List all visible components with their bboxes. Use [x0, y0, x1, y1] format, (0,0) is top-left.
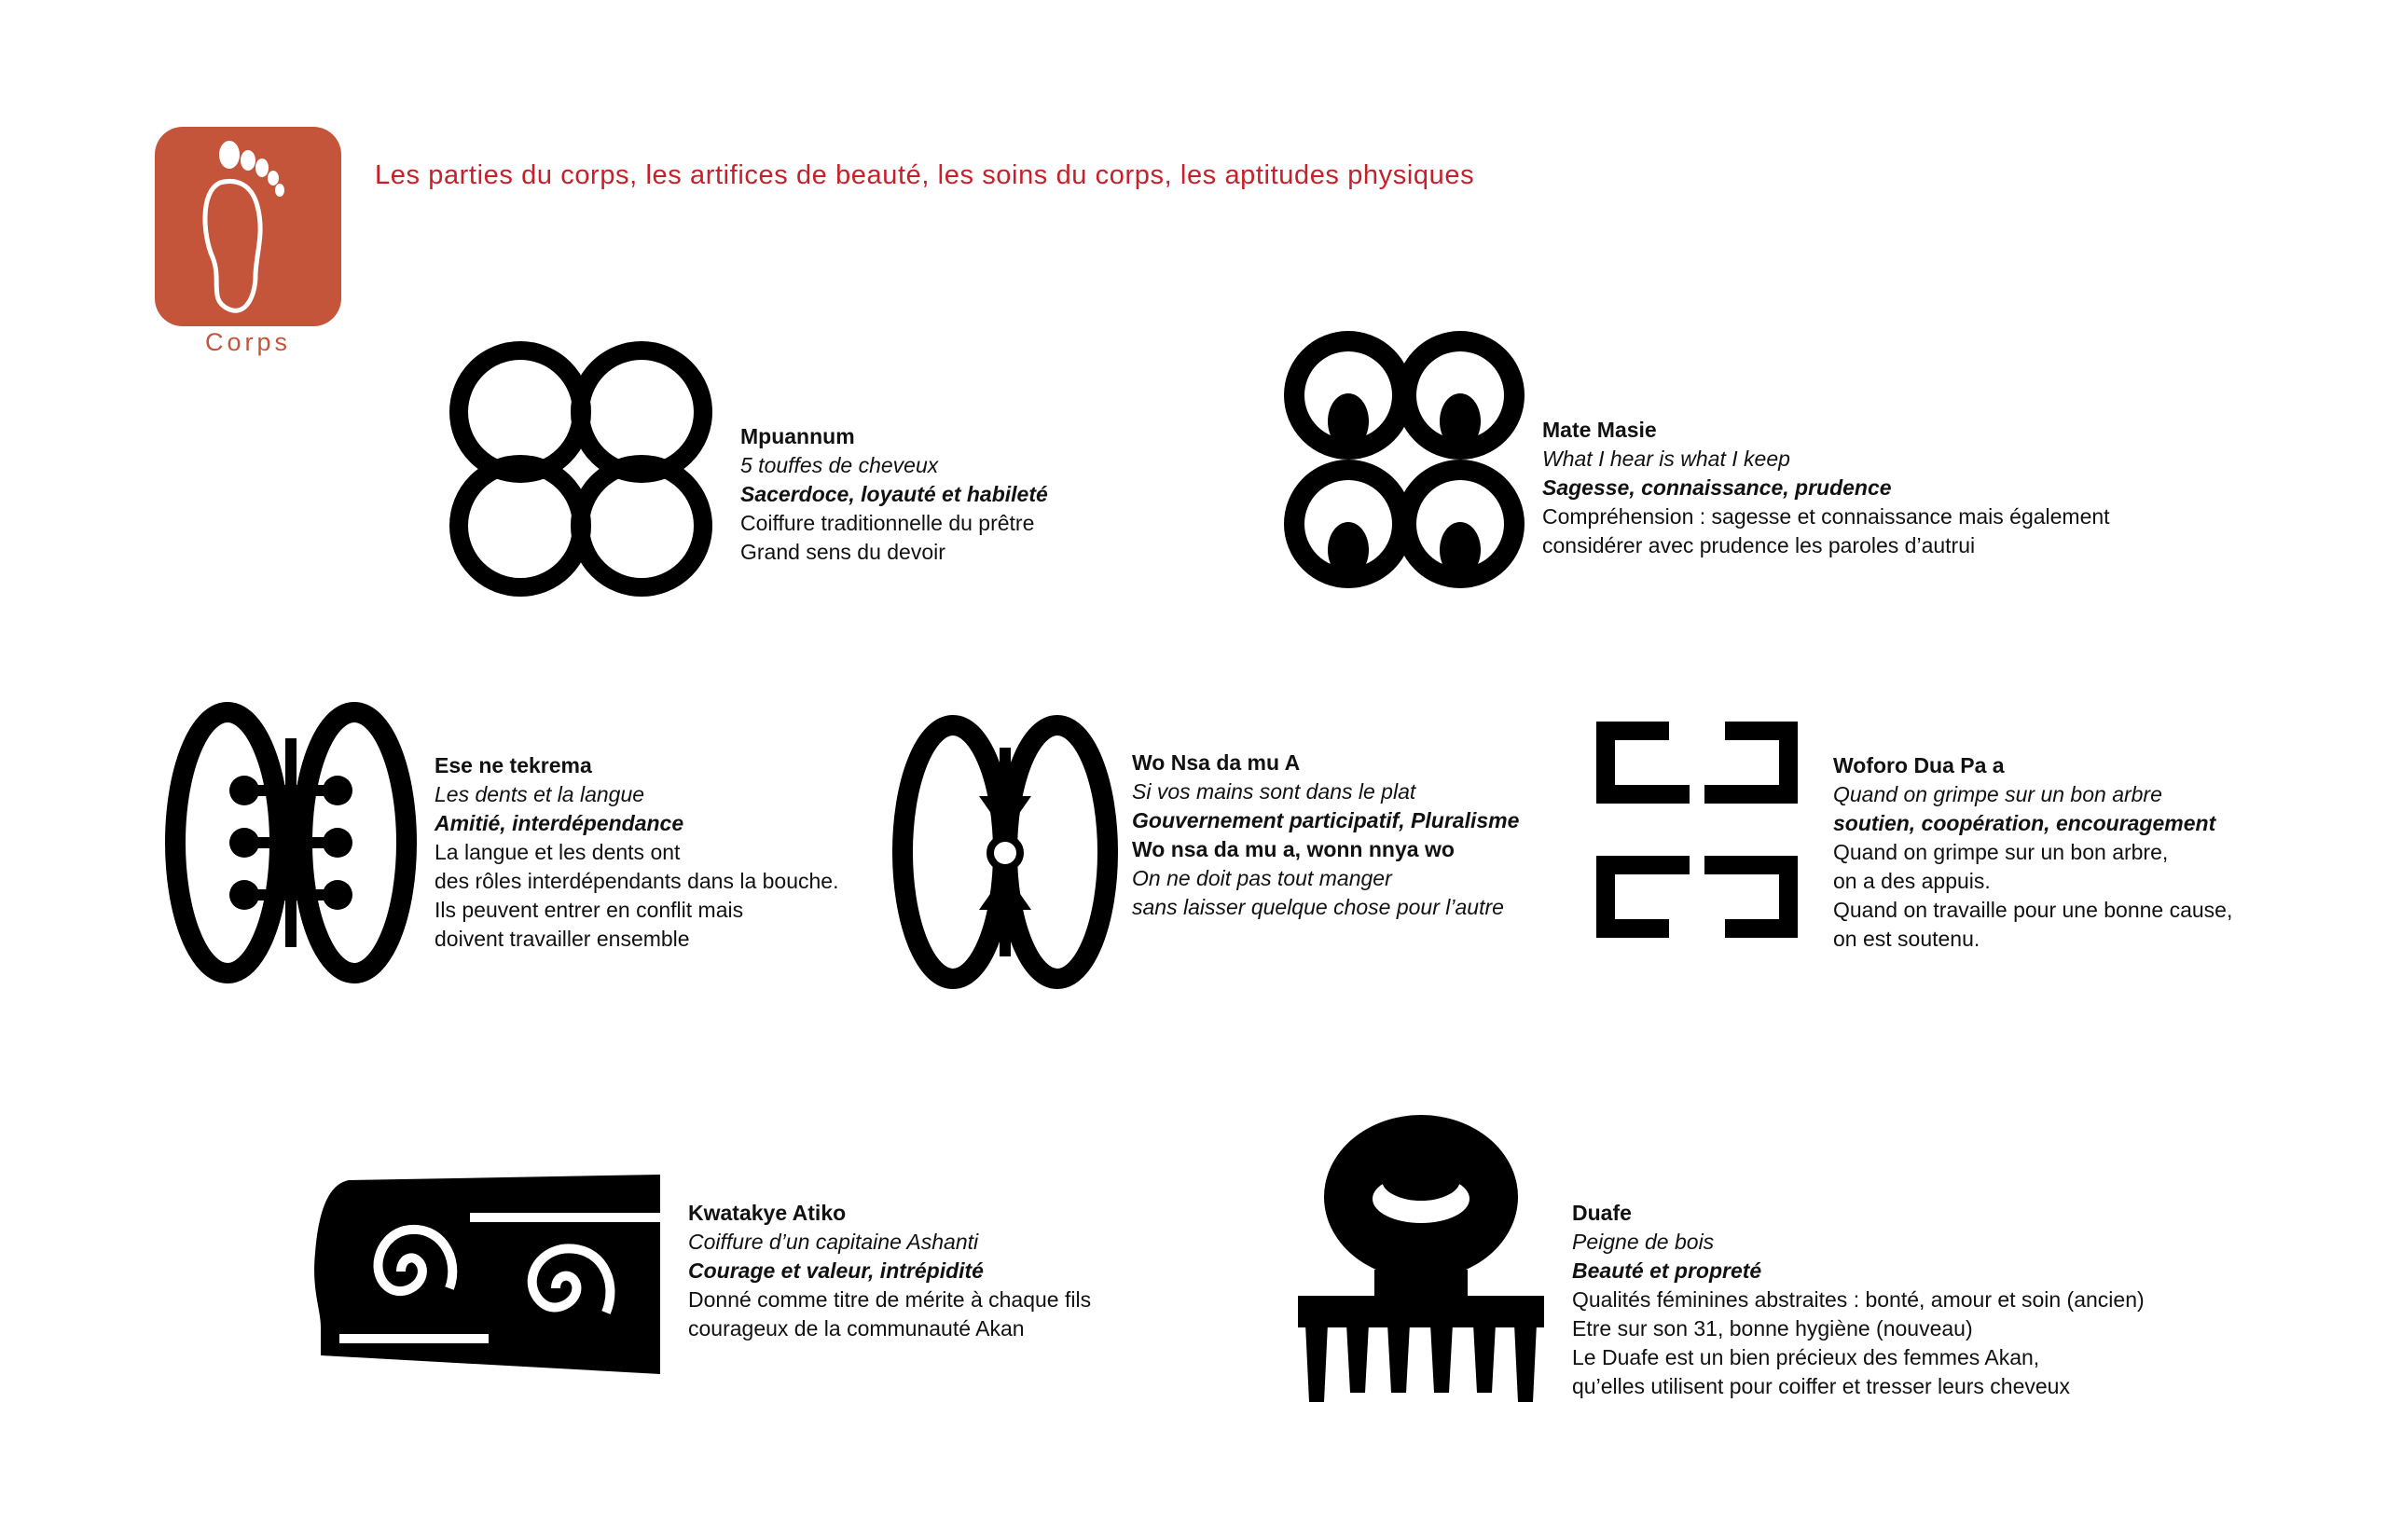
- symbol-name: Kwatakye Atiko: [688, 1201, 847, 1225]
- symbol-translation: 5 touffes de cheveux: [740, 453, 939, 477]
- symbol-name: Duafe: [1572, 1201, 1632, 1225]
- symbol-name: Woforo Dua Pa a: [1833, 753, 2005, 777]
- symbol-info-kwatakye-atiko: [688, 1199, 1091, 1343]
- symbol-name: Wo Nsa da mu A: [1132, 750, 1301, 775]
- symbol-description: Quand on grimpe sur un bon arbre,: [1833, 840, 2169, 864]
- symbol-info-mpuannum: [740, 422, 1048, 567]
- symbol-description: Qualités féminines abstraites : bonté, amour et soin (ancien): [1572, 1287, 2145, 1312]
- symbol-proverb: Wo nsa da mu a, wonn nnya wo: [1132, 837, 1455, 861]
- symbol-description: on est soutenu.: [1833, 927, 1980, 951]
- wo-nsa-da-mu-a-symbol-icon: [890, 712, 1121, 992]
- symbol-translation: What I hear is what I keep: [1542, 447, 1790, 471]
- symbol-description: doivent travailler ensemble: [435, 927, 690, 951]
- symbol-description: courageux de la communauté Akan: [688, 1316, 1025, 1341]
- symbol-description: Quand on travaille pour une bonne cause,: [1833, 898, 2233, 922]
- symbol-description: Donné comme titre de mérite à chaque fils: [688, 1287, 1092, 1312]
- symbol-info-ese-ne-tekrema: [435, 751, 838, 954]
- symbol-meaning: Gouvernement participatif, Pluralisme: [1132, 808, 1520, 832]
- symbol-info-wo-nsa-da-mu-a: [1132, 749, 1519, 922]
- kwatakye-atiko-symbol-icon: [311, 1169, 660, 1380]
- symbol-description: Le Duafe est un bien précieux des femmes Akan,: [1572, 1345, 2040, 1369]
- symbol-info-duafe: [1572, 1199, 2145, 1401]
- symbol-description: La langue et les dents ont: [435, 840, 681, 864]
- foot-icon: [155, 127, 341, 326]
- category-label: Corps: [204, 328, 292, 356]
- symbol-description: on a des appuis.: [1833, 869, 1991, 893]
- symbol-description: Etre sur son 31, bonne hygiène (nouveau): [1572, 1316, 1973, 1341]
- symbol-description: considérer avec prudence les paroles d’autrui: [1542, 533, 1976, 557]
- symbol-translation: Coiffure d’un capitaine Ashanti: [688, 1230, 979, 1254]
- symbol-description: Ils peuvent entrer en conflit mais: [435, 898, 744, 922]
- symbol-name: Mpuannum: [740, 424, 855, 448]
- symbol-meaning: Beauté et propreté: [1572, 1258, 1762, 1283]
- ese-ne-tekrema-symbol-icon: [162, 701, 420, 984]
- symbol-meaning: soutien, coopération, encouragement: [1833, 811, 2216, 835]
- symbol-name: Mate Masie: [1542, 418, 1657, 442]
- symbol-meaning: Courage et valeur, intrépidité: [688, 1258, 984, 1283]
- symbol-translation: Si vos mains sont dans le plat: [1132, 779, 1416, 804]
- symbol-meaning: Amitié, interdépendance: [435, 811, 684, 835]
- symbol-translation: Les dents et la langue: [435, 782, 645, 806]
- symbol-info-mate-masie: [1542, 416, 2110, 560]
- symbol-description: Coiffure traditionnelle du prêtre: [740, 511, 1035, 535]
- symbol-meaning: Sacerdoce, loyauté et habileté: [740, 482, 1048, 506]
- symbol-description: qu’elles utilisent pour coiffer et tresser leurs cheveux: [1572, 1374, 2070, 1398]
- symbol-description: des rôles interdépendants dans la bouche.: [435, 869, 839, 893]
- mate-masie-symbol-icon: [1283, 324, 1525, 595]
- category-icon-tile: [155, 127, 341, 326]
- symbol-description: Compréhension : sagesse et connaissance mais également: [1542, 504, 2110, 529]
- woforo-dua-pa-a-symbol-icon: [1596, 722, 1798, 938]
- symbol-meaning: Sagesse, connaissance, prudence: [1542, 475, 1892, 500]
- symbol-description: Grand sens du devoir: [740, 540, 945, 564]
- mpuannum-symbol-icon: [446, 337, 716, 600]
- symbol-translation: Quand on grimpe sur un bon arbre: [1833, 782, 2162, 806]
- symbol-description: On ne doit pas tout manger: [1132, 866, 1392, 890]
- symbol-translation: Peigne de bois: [1572, 1230, 1715, 1254]
- duafe-symbol-icon: [1292, 1113, 1550, 1409]
- symbol-description: sans laisser quelque chose pour l’autre: [1132, 895, 1504, 919]
- page-title: Les parties du corps, les artifices de beauté, les soins du corps, les aptitudes physiques: [375, 160, 1475, 190]
- symbol-info-woforo-dua-pa-a: [1833, 751, 2232, 954]
- symbol-name: Ese ne tekrema: [435, 753, 592, 777]
